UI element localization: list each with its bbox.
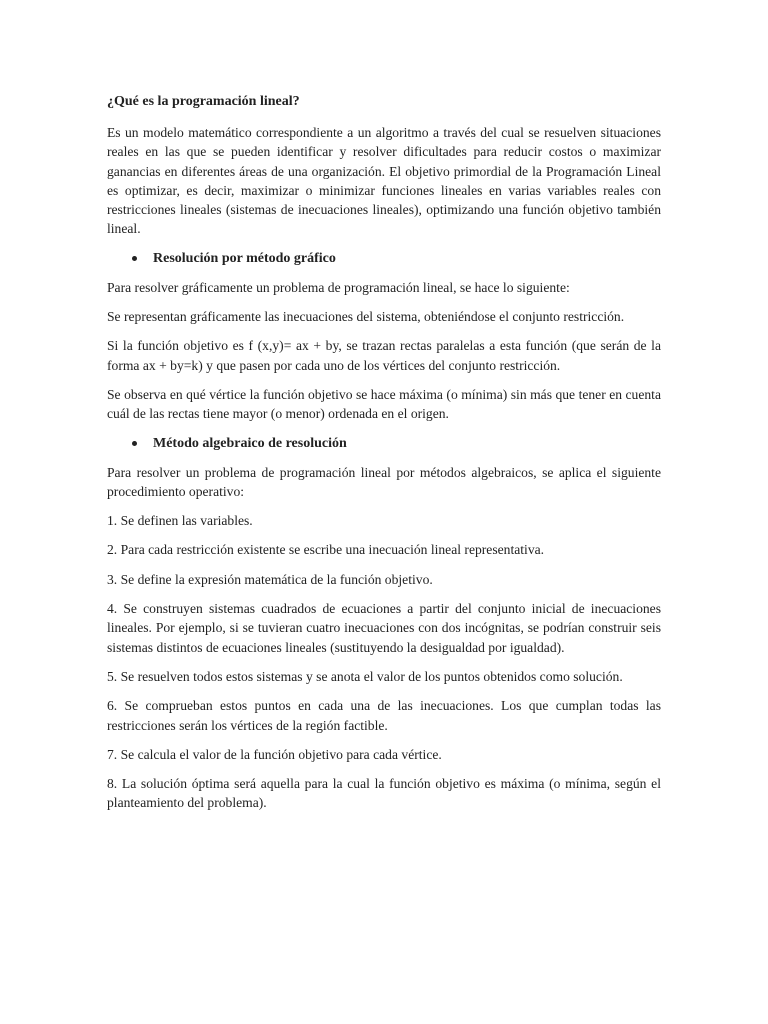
section-title: Resolución por método gráfico <box>153 250 336 266</box>
paragraph: Se representan gráficamente las inecuaciones del sistema, obteniéndose el conjunto restricción. <box>107 309 625 325</box>
page-title: ¿Qué es la programación lineal? <box>107 94 300 109</box>
list-item: 2. Para cada restricción existente se escribe una inecuación lineal representativa. <box>107 542 545 558</box>
list-item: 8. La solución óptima será aquella para la cual la función objetivo es máxima (o mínima, según el planteamiento del problema). <box>107 776 661 811</box>
list-item: 4. Se construyen sistemas cuadrados de ecuaciones a partir del conjunto inicial de inecuaciones lineales. Por ejemplo, si se tuvieran cuatro inecuaciones con dos incógnitas, se podrían construir seis sistemas distintos de ecuaciones lineales (sustituyendo la desigualdad por igualdad). <box>107 601 661 655</box>
list-item: 7. Se calcula el valor de la función objetivo para cada vértice. <box>107 746 442 762</box>
document-page <box>107 92 661 823</box>
section-heading-graphic <box>107 249 661 268</box>
section-heading-algebraic <box>107 434 661 453</box>
list-item: 5. Se resuelven todos estos sistemas y se anota el valor de los puntos obtenidos como solución. <box>107 668 623 684</box>
paragraph: Para resolver gráficamente un problema de programación lineal, se hace lo siguiente: <box>107 279 570 295</box>
list-item: 6. Se comprueban estos puntos en cada una de las inecuaciones. Los que cumplan todas las restricciones serán los vértices de la región factible. <box>107 698 661 733</box>
paragraph: Para resolver un problema de programación lineal por métodos algebraicos, se aplica el siguiente procedimiento operativo: <box>107 464 661 499</box>
intro-paragraph: Es un modelo matemático correspondiente a un algoritmo a través del cual se resuelven situaciones reales en las que se pueden identificar y resolver dificultades para reducir costos o maximizar ganancias en diferentes áreas de una organización. El objetivo primordial de la Programación Lineal es optimizar, es decir, maximizar o minimizar funciones lineales en varias variables reales con restricciones lineales (sistemas de inecuaciones lineales), optimizando una función objetivo también lineal. <box>107 125 661 237</box>
bullet-icon <box>132 256 137 261</box>
section-title: Método algebraico de resolución <box>153 435 347 451</box>
paragraph: Se observa en qué vértice la función objetivo se hace máxima (o mínima) sin más que tener en cuenta cuál de las rectas tiene mayor (o menor) ordenada en el origen. <box>107 386 661 422</box>
list-item: 3. Se define la expresión matemática de la función objetivo. <box>107 571 433 587</box>
list-item: 1. Se definen las variables. <box>107 513 253 529</box>
bullet-icon <box>132 441 137 446</box>
paragraph: Si la función objetivo es f (x,y)= ax + by, se trazan rectas paralelas a esta función (que serán de la forma ax + by=k) y que pasen por cada uno de los vértices del conjunto restricción. <box>107 338 661 373</box>
